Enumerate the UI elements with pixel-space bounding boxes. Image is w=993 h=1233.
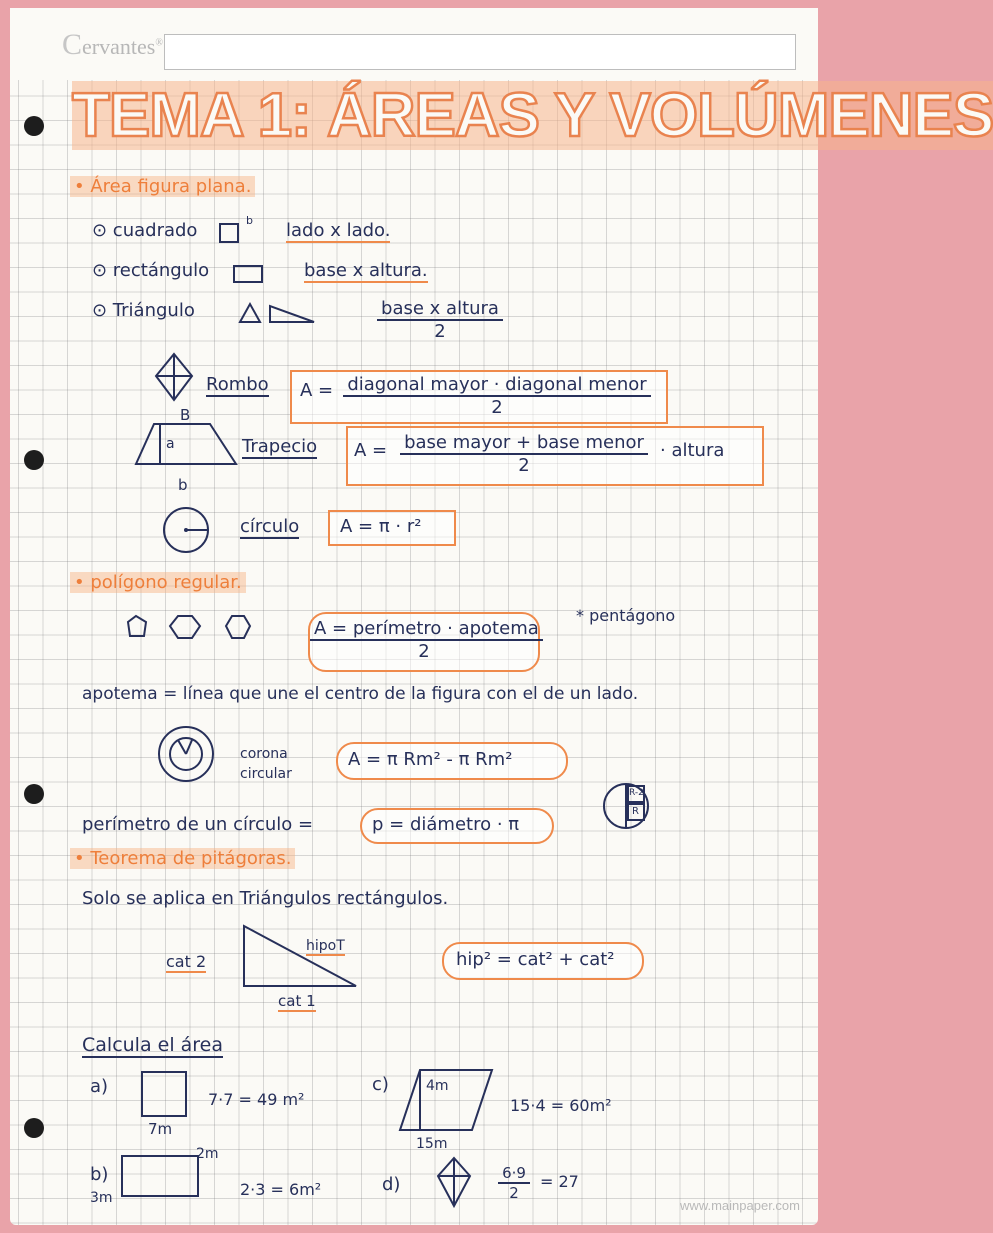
perimetro-text: perímetro de un círculo = [82, 814, 314, 835]
hipot-label-text: hipoT [306, 938, 345, 954]
brand-name: ervantes [82, 34, 156, 59]
cat2-label-text: cat 2 [166, 952, 207, 971]
triangulo-denominator: 2 [434, 321, 446, 342]
corona-formula-box [336, 742, 568, 780]
exercise-c-parallelogram [398, 1066, 498, 1136]
exercise-a-label: a) [90, 1076, 109, 1097]
rombo-fraction [332, 374, 662, 418]
square-icon [218, 222, 242, 246]
rombo-denominator: 2 [491, 397, 503, 418]
trapecio-formula-box [346, 426, 764, 486]
cuadrado-formula [286, 220, 390, 241]
circulo-formula: A = π · r² [340, 516, 422, 537]
exercise-d-result: = 27 [540, 1172, 579, 1191]
exercise-c-base: 15m [416, 1136, 448, 1152]
radius-label-r2: R-2 [629, 788, 644, 798]
cuadrado-small-label: b [246, 214, 253, 227]
rhombus-icon [152, 352, 196, 404]
trapecio-tail: · altura [660, 440, 725, 461]
brand-logo [62, 28, 163, 62]
trapecio-label-B: B [180, 406, 191, 424]
section-heading: • Área figura plana. [70, 176, 255, 197]
notebook-page [10, 8, 993, 1225]
rectangle-icon [232, 262, 266, 286]
exercise-a-square [140, 1070, 192, 1122]
binder-hole [24, 1118, 44, 1138]
exercise-d-numerator: 6·9 [498, 1164, 530, 1184]
rectangulo-formula [304, 260, 428, 281]
exercise-d-fraction [492, 1164, 536, 1202]
header-write-box [164, 34, 796, 70]
trapecio-numerator: base mayor + base menor [400, 432, 648, 455]
trapecio-label-b: b [178, 476, 188, 494]
binder-hole [24, 116, 44, 136]
circulo-label-text: círculo [240, 516, 300, 537]
cat1-label-text: cat 1 [278, 992, 316, 1010]
exercise-b-label: b) [90, 1164, 109, 1185]
brand-initial: C [62, 28, 83, 61]
exercise-b-top: 2m [196, 1146, 219, 1162]
exercise-a-side: 7m [148, 1120, 173, 1138]
footer-url: www.mainpaper.com [680, 1198, 800, 1213]
hipot-label [306, 938, 345, 954]
exercise-d-kite [432, 1156, 476, 1212]
trapecio-lhs: A = [354, 440, 388, 461]
pitagoras-aplica: Solo se aplica en Triángulos rectángulos. [82, 888, 449, 909]
poligono-formula-box [308, 612, 540, 672]
cat1-label [278, 992, 316, 1010]
circulo-label [240, 516, 299, 537]
radius-label-R: R [632, 806, 639, 817]
trapezoid-icon [134, 420, 246, 472]
exercise-c-result: 15·4 = 60m² [510, 1096, 612, 1115]
corona-label-2: circular [240, 766, 292, 782]
exercise-d-label: d) [382, 1174, 401, 1195]
triangle-icon [236, 300, 332, 326]
binder-hole [24, 450, 44, 470]
rombo-label-text: Rombo [206, 374, 269, 395]
right-triangle-icon [238, 922, 364, 992]
perimetro-formula: p = diámetro · π [372, 814, 520, 835]
calcula-heading-text: Calcula el área [82, 1034, 224, 1056]
circle-icon [160, 504, 214, 558]
section-poligono-regular [70, 572, 246, 593]
rombo-formula-box [290, 370, 668, 424]
poligono-numerator: A = perímetro · apotema [310, 618, 543, 641]
rectangulo-label: ⊙ rectángulo [92, 260, 210, 281]
trapecio-label-a: a [166, 436, 175, 452]
exercise-c-height: 4m [426, 1078, 449, 1094]
poligono-fraction [310, 618, 538, 662]
exercise-d-denominator: 2 [509, 1184, 519, 1202]
section-heading: • polígono regular. [70, 572, 246, 593]
brand-mark: ® [155, 37, 163, 49]
exercise-b-result: 2·3 = 6m² [240, 1180, 322, 1199]
cuadrado-formula-text: lado x lado. [286, 220, 391, 241]
page-header [10, 8, 818, 80]
rombo-lhs: A = [300, 380, 334, 401]
trapecio-fraction [384, 432, 664, 476]
corona-circular-icon [156, 724, 220, 788]
polygons-icon [126, 612, 276, 642]
trapecio-label-text: Trapecio [242, 436, 318, 457]
radius-circle-icon [600, 780, 654, 834]
trapecio-label [242, 436, 317, 457]
rombo-label [206, 374, 269, 395]
page-title [72, 80, 993, 151]
exercise-b-side: 3m [90, 1190, 113, 1206]
exercise-a-result: 7·7 = 49 m² [208, 1090, 305, 1109]
pentagono-note: * pentágono [576, 606, 676, 625]
pitagoras-formula-box [442, 942, 644, 980]
corona-label-1: corona [240, 746, 288, 762]
triangulo-label: ⊙ Triángulo [92, 300, 195, 321]
pitagoras-formula: hip² = cat² + cat² [456, 949, 615, 970]
section-heading: • Teorema de pitágoras. [70, 848, 295, 869]
triangulo-numerator: base x altura [377, 298, 503, 321]
cat2-label [166, 952, 206, 971]
calcula-heading [82, 1034, 223, 1056]
exercise-b-rectangle [120, 1154, 206, 1202]
circulo-formula-box [328, 510, 456, 546]
page-title-text: TEMA 1: ÁREAS Y VOLÚMENES [72, 81, 993, 150]
rectangulo-formula-text: base x altura. [304, 260, 428, 281]
apotema-definition: apotema = línea que une el centro de la figura con el de un lado. [82, 684, 639, 704]
triangulo-formula [360, 298, 520, 342]
section-area-figura-plana [70, 176, 255, 197]
perimetro-formula-box [360, 808, 554, 844]
cuadrado-label: ⊙ cuadrado [92, 220, 198, 241]
poligono-denominator: 2 [418, 641, 430, 662]
exercise-c-label: c) [372, 1074, 389, 1095]
rombo-numerator: diagonal mayor · diagonal menor [343, 374, 650, 397]
section-teorema-pitagoras [70, 848, 295, 869]
trapecio-denominator: 2 [518, 455, 530, 476]
corona-formula: A = π Rm² - π Rm² [348, 749, 513, 770]
binder-hole [24, 784, 44, 804]
